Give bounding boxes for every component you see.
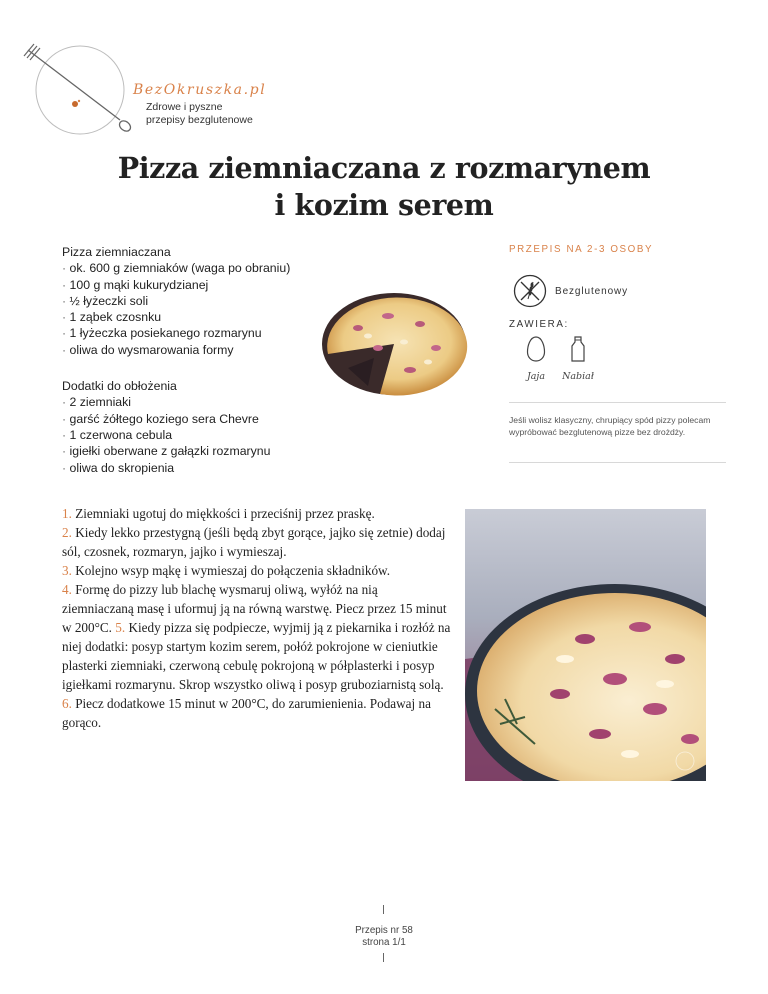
step-number: 6. (62, 696, 72, 711)
ingredient-item: · 1 czerwona cebula (62, 427, 342, 443)
ingredient-item: · oliwa do skropienia (62, 460, 342, 476)
ingredient-item: · ½ łyżeczki soli (62, 293, 342, 309)
gluten-free-label: Bezglutenowy (555, 285, 629, 297)
ingredient-item: · oliwa do wysmarowania formy (62, 342, 342, 358)
tagline: Zdrowe i pyszne przepisy bezglutenowe (146, 101, 253, 126)
footer-divider (383, 953, 384, 962)
recipe-number: Przepis nr 58 (355, 925, 413, 936)
step-text: Piecz dodatkowe 15 minut w 200°C, do zarumienienia. Podawaj na gorąco. (62, 696, 431, 730)
gluten-free-badge (513, 274, 628, 308)
brand-name: BezOkruszka.pl (133, 82, 267, 98)
allergen-dairy: Nabiał (553, 336, 603, 382)
ingredient-item: · 2 ziemniaki (62, 394, 342, 410)
ingredient-item: · ok. 600 g ziemniaków (waga po obraniu) (62, 260, 342, 276)
ingredients-heading-base: Pizza ziemniaczana (62, 245, 171, 259)
step-text: Kolejno wsyp mąkę i wymieszaj do połączenia składników. (75, 563, 391, 578)
ingredients-group-base (62, 260, 342, 358)
recipe-title: Pizza ziemniaczana z rozmarynem i kozim serem (117, 151, 651, 222)
fork-spoon-plate-logo-icon (18, 38, 148, 138)
ingredient-item: · 1 ząbek czosnku (62, 309, 342, 325)
step-number: 4. (62, 582, 72, 597)
recipe-info-sidebar (509, 244, 726, 437)
contains-label: ZAWIERA: (509, 319, 569, 330)
gluten-free-icon (513, 274, 547, 308)
step-text: Kiedy pizza się podpiecze, wyjmij ją z piekarnika i rozłóż na niej dodatki: posyp startym kozim serem, połóż pokrojone w cieniutkie plasterki ziemniaki, czerwoną cebulę pokrojoną w półplasterki i posyp igiełkami rozmarynu. Skrop wszystko oliwą i posyp gruboziarnistą solą. (62, 620, 451, 692)
ingredient-item: · garść żółtego koziego sera Chevre (62, 411, 342, 427)
step-text: Kiedy lekko przestygną (jeśli będą zbyt gorące, jajko się zetnie) dodaj sól, czosnek, rozmaryn, jajko i wymieszaj. (62, 525, 446, 559)
ingredient-item: · 100 g mąki kukurydzianej (62, 277, 342, 293)
servings-label: PRZEPIS NA 2-3 OSOBY (509, 244, 654, 255)
pizza-photo-image (465, 509, 706, 781)
page-number: strona 1/1 (362, 937, 406, 948)
allergen-eggs: Jaja (511, 336, 561, 382)
footer-divider (383, 905, 384, 914)
step-number: 2. (62, 525, 72, 540)
preparation-steps (62, 504, 452, 732)
step-number: 3. (62, 563, 72, 578)
ingredients-group-toppings (62, 394, 342, 475)
page-footer (0, 925, 768, 949)
step-number: 5. (115, 620, 126, 635)
ingredient-item: · igiełki oberwane z gałązki rozmarynu (62, 443, 342, 459)
ingredient-item: · 1 łyżeczka posiekanego rozmarynu (62, 325, 342, 341)
ingredients-heading-toppings: Dodatki do obłożenia (62, 379, 177, 394)
step-text: Ziemniaki ugotuj do miękkości i przeciśnij przez praskę. (75, 506, 375, 521)
step-text: Formę do pizzy lub blachę wysmaruj oliwą, wyłóż na nią ziemniaczaną masę i uformuj ją na równą warstwę. Piecz przez 15 minut w 200°C. (62, 582, 447, 635)
pizza-thumbnail-image (318, 290, 468, 398)
milk-bottle-icon (570, 336, 586, 362)
step-number: 1. (62, 506, 72, 521)
ingredients-list (62, 244, 342, 476)
recipe-tip-note: Jeśli wolisz klasyczny, chrupiący spód pizzy polecam wypróbować bezglutenową pizze bez drożdży. (509, 402, 726, 463)
egg-icon (526, 336, 546, 362)
